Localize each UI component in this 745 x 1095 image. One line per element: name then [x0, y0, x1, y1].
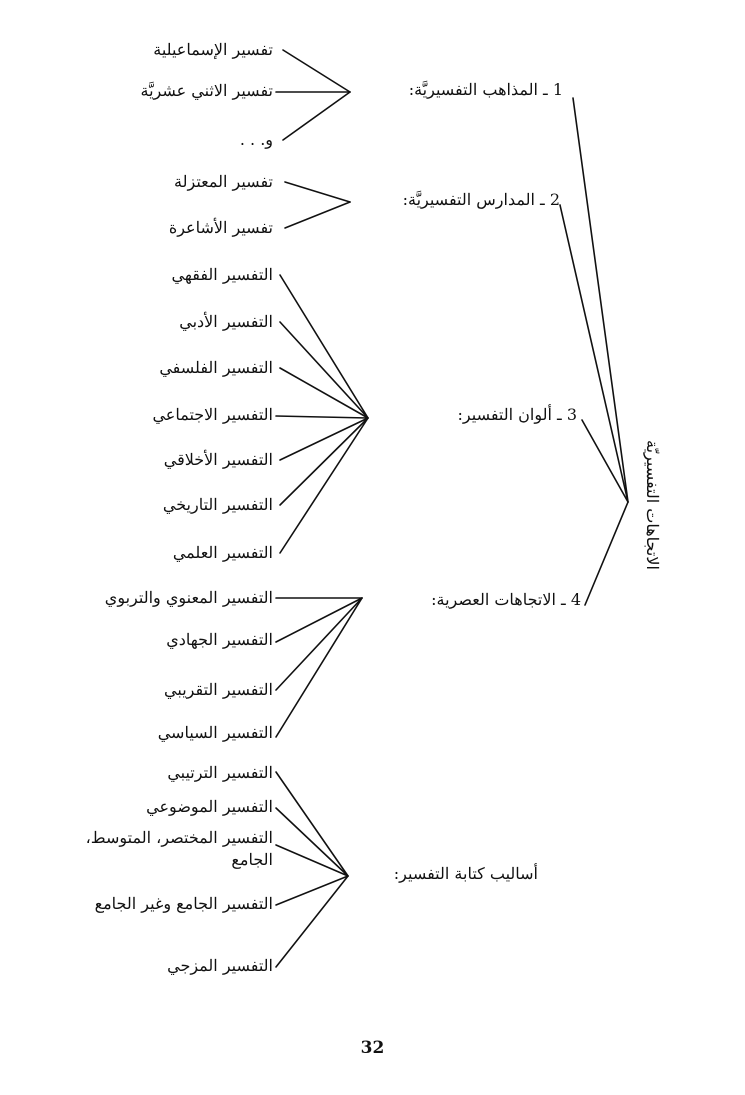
- group-head-1: 1 ـ المذاهب التفسيريَّة:: [408, 80, 563, 99]
- group2-item-2: تفسير الأشاعرة: [168, 218, 273, 237]
- connector-g3-i2: [280, 322, 368, 418]
- group4-item-4: التفسير السياسي: [157, 723, 273, 742]
- group3-item-4: التفسير الاجتماعي: [152, 405, 273, 424]
- connector-g4-i3: [276, 598, 362, 690]
- group5-item-5: التفسير المزجي: [167, 956, 273, 975]
- group5-item-1: التفسير الترتيبي: [167, 763, 273, 782]
- group3-item-6: التفسير التاريخي: [162, 495, 273, 514]
- group5-item-2: التفسير الموضوعي: [146, 797, 273, 816]
- group-head-4: 4 ـ الاتجاهات العصرية:: [431, 590, 581, 609]
- group5-item-4: التفسير الجامع وغير الجامع: [94, 894, 273, 913]
- group-head-2: 2 ـ المدارس التفسيريَّة:: [402, 190, 560, 209]
- group1-item-3: و. . .: [239, 130, 273, 149]
- connector-g2-i2: [285, 202, 350, 228]
- group-head-5: أساليب كتابة التفسير:: [393, 864, 538, 883]
- connector-g1-i1: [283, 50, 350, 92]
- group4-item-1: التفسير المعنوي والتربوي: [104, 588, 273, 607]
- root-label: الاتجاهات التفسيريّة: [643, 440, 662, 570]
- connector-g3-i3: [280, 368, 368, 418]
- group4-item-3: التفسير التقريبي: [164, 680, 273, 699]
- group2-item-1: تفسير المعتزلة: [174, 172, 273, 191]
- group3-item-5: التفسير الأخلاقي: [163, 450, 273, 469]
- page-number: 32: [360, 1038, 385, 1058]
- connector-g3-i4: [276, 416, 368, 418]
- group5-item-3: التفسير المختصر، المتوسط، الجامع: [85, 828, 273, 869]
- group1-item-2: تفسير الاثني عشريَّة: [140, 81, 273, 100]
- group3-item-2: التفسير الأدبي: [179, 312, 273, 331]
- connector-g3-i6: [280, 418, 368, 505]
- connector-g2-i1: [285, 182, 350, 202]
- connector-g4-i4: [276, 598, 362, 737]
- group3-item-1: التفسير الفقهي: [171, 265, 273, 284]
- group3-item-3: التفسير الفلسفي: [159, 358, 273, 377]
- connector-g5-i2: [276, 808, 348, 876]
- connector-g3-i1: [280, 275, 368, 418]
- group3-item-7: التفسير العلمي: [172, 543, 273, 562]
- group4-item-2: التفسير الجهادي: [166, 630, 273, 649]
- group-head-3: 3 ـ ألوان التفسير:: [457, 405, 577, 424]
- connector-g1-i3: [283, 92, 350, 140]
- group1-item-1: تفسير الإسماعيلية: [153, 40, 273, 59]
